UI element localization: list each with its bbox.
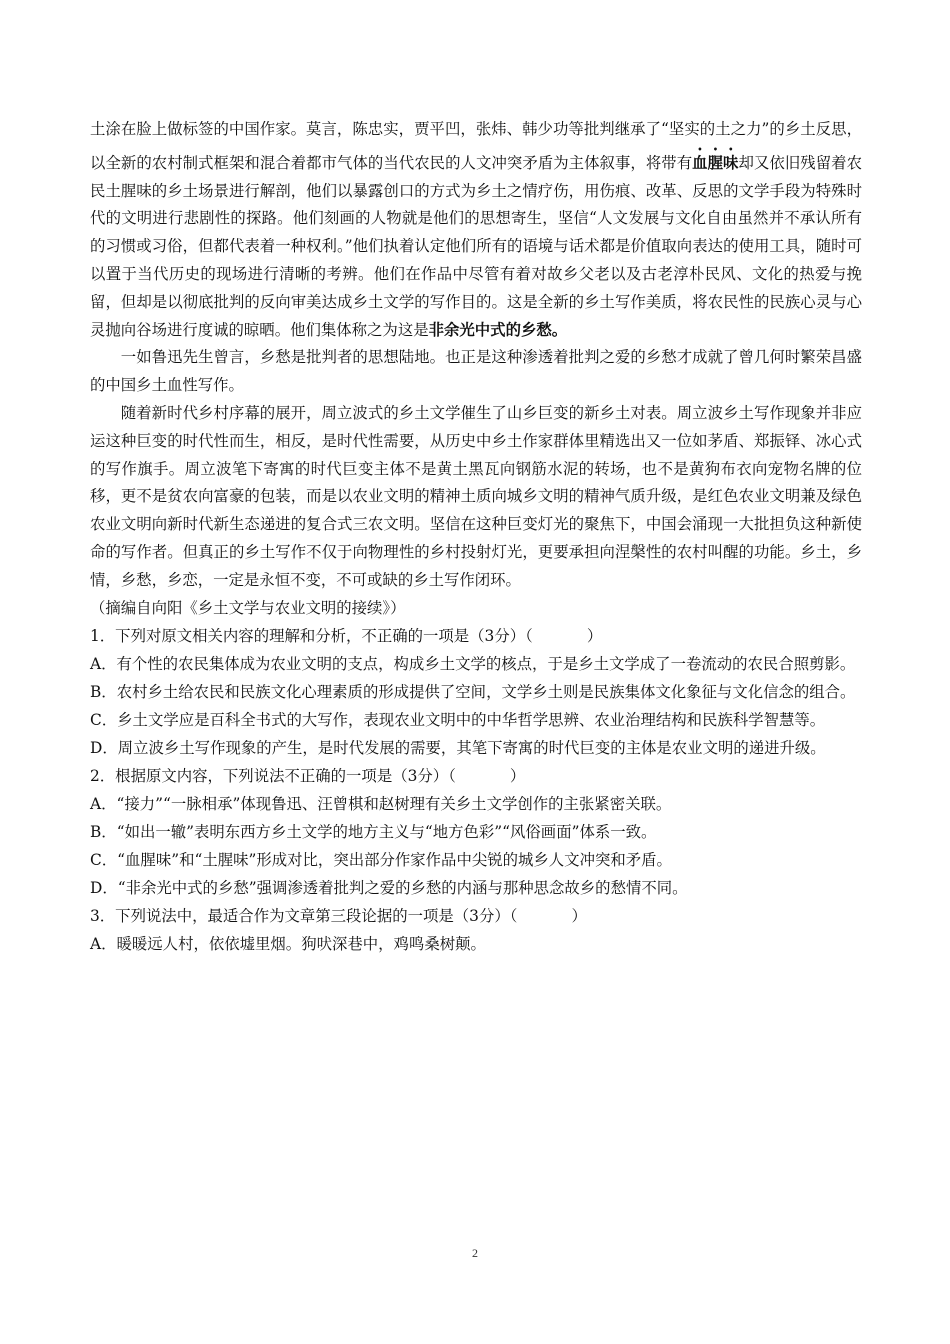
passage: [90, 116, 862, 622]
question-3-stem: [90, 902, 862, 930]
source-citation: （摘编自向阳《乡土文学与农业文明的接续》）: [90, 598, 406, 617]
bold-phrase: 非余光中式的乡愁。: [428, 320, 568, 339]
question-1-option-b: B．农村乡土给农民和民族文化心理素质的形成提供了空间，文学乡土则是民族集体文化象征与文化信念的组合。: [90, 683, 856, 702]
question-2-option-b: B．“如出一辙”表明东西方乡土文学的地方主义与“地方色彩”“风俗画面”体系一致。: [90, 823, 657, 842]
question-2-stem: [90, 762, 862, 790]
paragraph-1-text-a: 土涂在脸上做标签的中国作家。莫言，陈忠实，贾平凹，张炜、韩少功等批判继承了“坚实的土之力”的乡土反思，以全新的农村制式框架和混合着都市气体的当代农民的人文冲突矛盾为主体叙事，将带有: [90, 120, 862, 172]
question-1-option-c: C．乡土文学应是百科全书式的大写作，表现农业文明中的中华哲学思辨、农业治理结构和民族科学智慧等。: [90, 711, 826, 730]
question-1-stem-text: 1．下列对原文相关内容的理解和分析，不正确的一项是（3分）（: [90, 627, 533, 646]
questions: [90, 622, 862, 958]
question-1-option-d: D．周立波乡土写作现象的产生，是时代发展的需要，其笔下寄寓的时代巨变的主体是农业文明的递进升级。: [90, 739, 826, 758]
paragraph-1-text-b: 却又依旧残留着农民土腥味的乡土场景进行解剖，他们以暴露创口的方式为乡土之情疗伤，用伤痕、改革、反思的文学手段为特殊时代的文明进行悲剧性的探路。他们刻画的人物就是他们的思想寄生，坚信“人文发展与文化自由虽然并不承认所有的习惯或习俗，但都代表着一种权利。”他们执着认定他们所有的语境与话术都是价值取向表达的使用工具，随时可以置于当代历史的现场进行清晰的考辨。他们在作品中尽管有着对故乡父老以及古老淳朴民风、文化的热爱与挽留，但却是以彻底批判的反向审美达成乡土文学的写作目的。这是全新的乡土写作美质，将农民性的民族心灵与心灵抛向谷场进行度诚的晾晒。他们集体称之为这是: [90, 153, 862, 339]
question-2-option-c: C．“血腥味”和“土腥味”形成对比，突出部分作家作品中尖锐的城乡人文冲突和矛盾。: [90, 851, 672, 870]
question-2-stem-text: 2．根据原文内容，下列说法不正确的一项是（3分）（: [90, 767, 456, 786]
question-3-stem-text: 3．下列说法中，最适合作为文章第三段论据的一项是（3分）（: [90, 907, 518, 926]
paragraph-3: 随着新时代乡村序幕的展开，周立波式的乡土文学催生了山乡巨变的新乡土对表。周立波乡土写作现象并非应运这种巨变的时代性而生，相反，是时代性需要，从历史中乡土作家群体里精选出又一位如茅盾、郑振铎、冰心式的写作旗手。周立波笔下寄寓的时代巨变主体不是黄土黑瓦向钢筋水泥的转场，也不是黄狗布衣向宠物名牌的位移，更不是贫农向富豪的包装，而是以农业文明的精神土质向城乡文明的精神气质升级，是红色农业文明兼及绿色农业文明向新时代新生态递进的复合式三农文明。坚信在这种巨变灯光的聚焦下，中国会涌现一大批担负这种新使命的写作者。但真正的乡土写作不仅于向物理性的乡村投射灯光，更要承担向涅槃性的农村叫醒的功能。乡土，乡情，乡愁，乡恋，一定是永恒不变，不可或缺的乡土写作闭环。: [90, 403, 862, 589]
question-3-stem-end: ）: [571, 907, 587, 926]
document-page: [90, 116, 862, 958]
question-1-stem: [90, 622, 862, 650]
paragraph-1: [90, 116, 862, 344]
paragraph-2: 一如鲁迅先生曾言，乡愁是批判者的思想陆地。也正是这种渗透着批判之爱的乡愁才成就了曾几何时繁荣昌盛的中国乡土血性写作。: [90, 348, 862, 395]
question-2-option-a: A．“接力”“一脉相承”体现鲁迅、汪曾棋和赵树理有关乡土文学创作的主张紧密关联。: [90, 795, 672, 814]
question-2-option-d: D．“非余光中式的乡愁”强调渗透着批判之爱的乡愁的内涵与那种思念故乡的愁情不同。: [90, 879, 688, 898]
emphasized-term: 血腥味: [692, 153, 739, 172]
question-2-stem-end: ）: [509, 767, 526, 786]
question-1-stem-end: ）: [586, 627, 603, 646]
question-3-option-a: A．暖暖远人村，依依墟里烟。狗吠深巷中，鸡鸣桑树颠。: [90, 935, 486, 954]
question-1-option-a: A．有个性的农民集体成为农业文明的支点，构成乡土文学的核点，于是乡土文学成了一卷流动的农民合照剪影。: [90, 655, 856, 674]
page-number: 2: [472, 1246, 478, 1260]
